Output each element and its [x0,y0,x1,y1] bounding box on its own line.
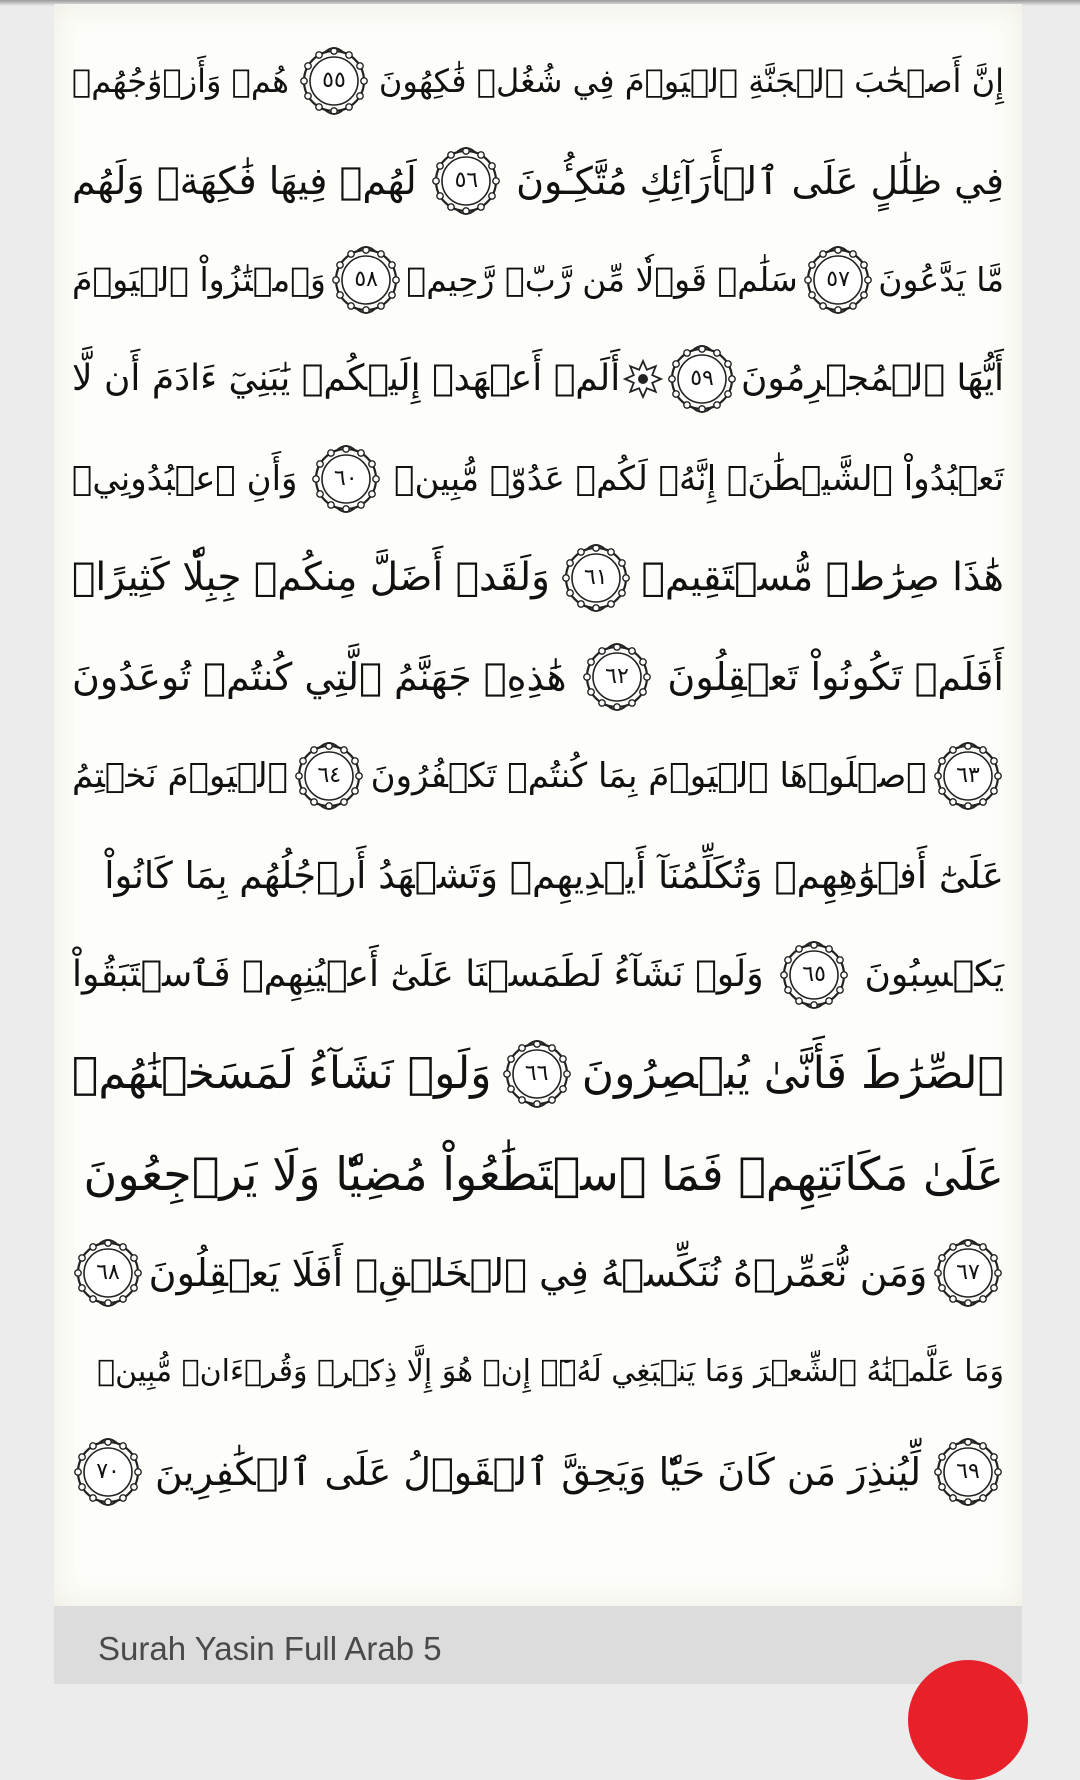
verse-number-marker-icon [293,740,365,812]
verse-number-marker-icon [932,1436,1004,1508]
verse-number-marker-icon [666,343,738,415]
verse-number: ٥٩ [690,366,714,392]
verse-number: ٥٨ [354,266,378,292]
verse-number: ٦٤ [317,763,342,789]
verse-text: أَلَمۡ أَعۡهَدۡ إِلَيۡكُمۡ يَٰبَنِيٓ ءَادَمَ أَن لَّا [72,358,621,400]
verse-number: ٦٥ [802,962,826,988]
verse-line [72,1319,1004,1426]
verse-text: تَعۡبُدُواْ ٱلشَّيۡطَٰنَۖ إِنَّهُۥ لَكُمۡ عَدُوّٞ مُّبِينٞ [394,458,1004,499]
verse-line [72,525,1004,632]
image-caption-bar [54,1606,1022,1684]
verse-line [72,425,1004,532]
verse-number-marker-icon [330,244,402,316]
verse-line [72,1220,1004,1327]
verse-number: ٦٨ [96,1259,120,1285]
verse-text: أَفَلَمۡ تَكُونُواْ تَعۡقِلُونَ [667,655,1004,700]
verse-text: وَمَن نُّعَمِّرۡهُ نُنَكِّسۡهُ فِي ٱلۡخَلۡقِۖ أَفَلَا يَعۡقِلُونَ [148,1250,928,1295]
verse-text: ٱصۡلَوۡهَا ٱلۡيَوۡمَ بِمَا كُنتُمۡ تَكۡفُرُونَ [370,756,927,797]
verse-text: يَكۡسِبُونَ [864,954,1004,996]
verse-text: وَلَوۡ نَشَآءُ لَطَمَسۡنَا عَلَىٰٓ أَعۡيُنِهِمۡ فَٱسۡتَبَقُواْ [72,954,764,996]
verse-line [72,326,1004,433]
verse-text: عَلَىٰٓ أَفۡوَٰهِهِمۡ وَتُكَلِّمُنَآ أَيۡدِيهِمۡ وَتَشۡهَدُ أَرۡجُلُهُم بِمَا كَانُواْ [104,854,1004,898]
verse-text: مَّا يَدَّعُونَ [878,260,1004,300]
verse-text: هَٰذَا صِرَٰطٞ مُّسۡتَقِيمٞ [641,555,1004,601]
verse-text: سَلَٰمٞ قَوۡلٗا مِّن رَّبّٖ رَّحِيمٖ [406,260,798,300]
verse-text: وَمَا عَلَّمۡنَٰهُ ٱلشِّعۡرَ وَمَا يَنۢبَغِي لَهُۥٓۚ إِنۡ هُوَ إِلَّا ذِكۡرٞ وَقُرۡءَانٞ مُّبِينٞ [97,1354,1004,1390]
verse-number: ٥٧ [826,266,850,292]
verse-text: لَهُمۡ فِيهَا فَٰكِهَةٞ وَلَهُم [72,158,417,203]
verse-line [72,723,1004,830]
verse-line [72,822,1004,929]
verse-line [72,28,1004,135]
verse-number-marker-icon [298,45,370,117]
verse-text: أَيُّهَا ٱلۡمُجۡرِمُونَ [740,358,1004,400]
verse-text: لِّيُنذِرَ مَن كَانَ حَيّٗا وَيَحِقَّ ٱلۡقَوۡلُ عَلَى ٱلۡكَٰفِرِينَ [154,1449,922,1494]
verse-number: ٦١ [583,564,608,590]
verse-text: ٱلصِّرَٰطَ فَأَنَّىٰ يُبۡصِرُونَ [581,1048,1004,1100]
hizb-star-icon [623,359,663,399]
verse-number-marker-icon [560,542,632,614]
verse-text: وَٱمۡتَٰزُواْ ٱلۡيَوۡمَ [72,260,326,300]
verse-number-marker-icon [802,244,874,316]
verse-number: ٥٥ [322,68,346,94]
image-caption: Surah Yasin Full Arab 5 [98,1630,442,1667]
verse-number-marker-icon [72,1237,144,1309]
verse-number: ٧٠ [96,1458,120,1484]
mushaf-page [54,4,1022,1606]
verse-number-marker-icon [778,939,850,1011]
verse-number: ٦٩ [956,1458,980,1484]
verse-number-marker-icon [932,740,1004,812]
verse-line [72,624,1004,731]
verse-number: ٦٣ [956,763,980,789]
floating-action-button[interactable] [908,1660,1028,1780]
verse-line [72,922,1004,1029]
verse-text: هَٰذِهِۦ جَهَنَّمُ ٱلَّتِي كُنتُمۡ تُوعَدُونَ [72,655,567,700]
verse-line [72,127,1004,234]
verse-line [72,1021,1004,1128]
verse-text: ٱلۡيَوۡمَ نَخۡتِمُ [72,756,288,797]
verse-number: ٦٦ [524,1061,549,1087]
verse-number-marker-icon [581,641,653,713]
verse-number-marker-icon [72,1436,144,1508]
verse-text: فِي ظِلَٰلٍ عَلَى ٱلۡأَرَآئِكِ مُتَّكِـُٔونَ [516,158,1004,203]
verse-number: ٦٠ [333,465,358,491]
verse-number-marker-icon [430,145,502,217]
verse-line [72,227,1004,334]
verse-number: ٦٧ [956,1259,980,1285]
verse-text: هُمۡ وَأَزۡوَٰجُهُمۡ [72,62,290,101]
verse-text: وَأَنِ ٱعۡبُدُونِيۚ [72,458,298,499]
verse-number-marker-icon [501,1038,573,1110]
verse-text: إِنَّ أَصۡحَٰبَ ٱلۡجَنَّةِ ٱلۡيَوۡمَ فِي شُغُلٖ فَٰكِهُونَ [378,62,1004,101]
verse-number-marker-icon [932,1237,1004,1309]
verse-line [72,1418,1004,1525]
verse-text: وَلَوۡ نَشَآءُ لَمَسَخۡنَٰهُمۡ [72,1048,492,1100]
verse-number-marker-icon [310,443,382,515]
verse-number: ٥٦ [454,167,479,193]
verse-number: ٦٢ [605,664,629,690]
verse-line [72,1120,1004,1227]
verse-text: عَلَىٰ مَكَانَتِهِمۡ فَمَا ٱسۡتَطَٰعُواْ مُضِيّٗا وَلَا يَرۡجِعُونَ [83,1146,1004,1201]
verse-text: وَلَقَدۡ أَضَلَّ مِنكُمۡ جِبِلّٗا كَثِيرًاۖ [72,555,550,601]
